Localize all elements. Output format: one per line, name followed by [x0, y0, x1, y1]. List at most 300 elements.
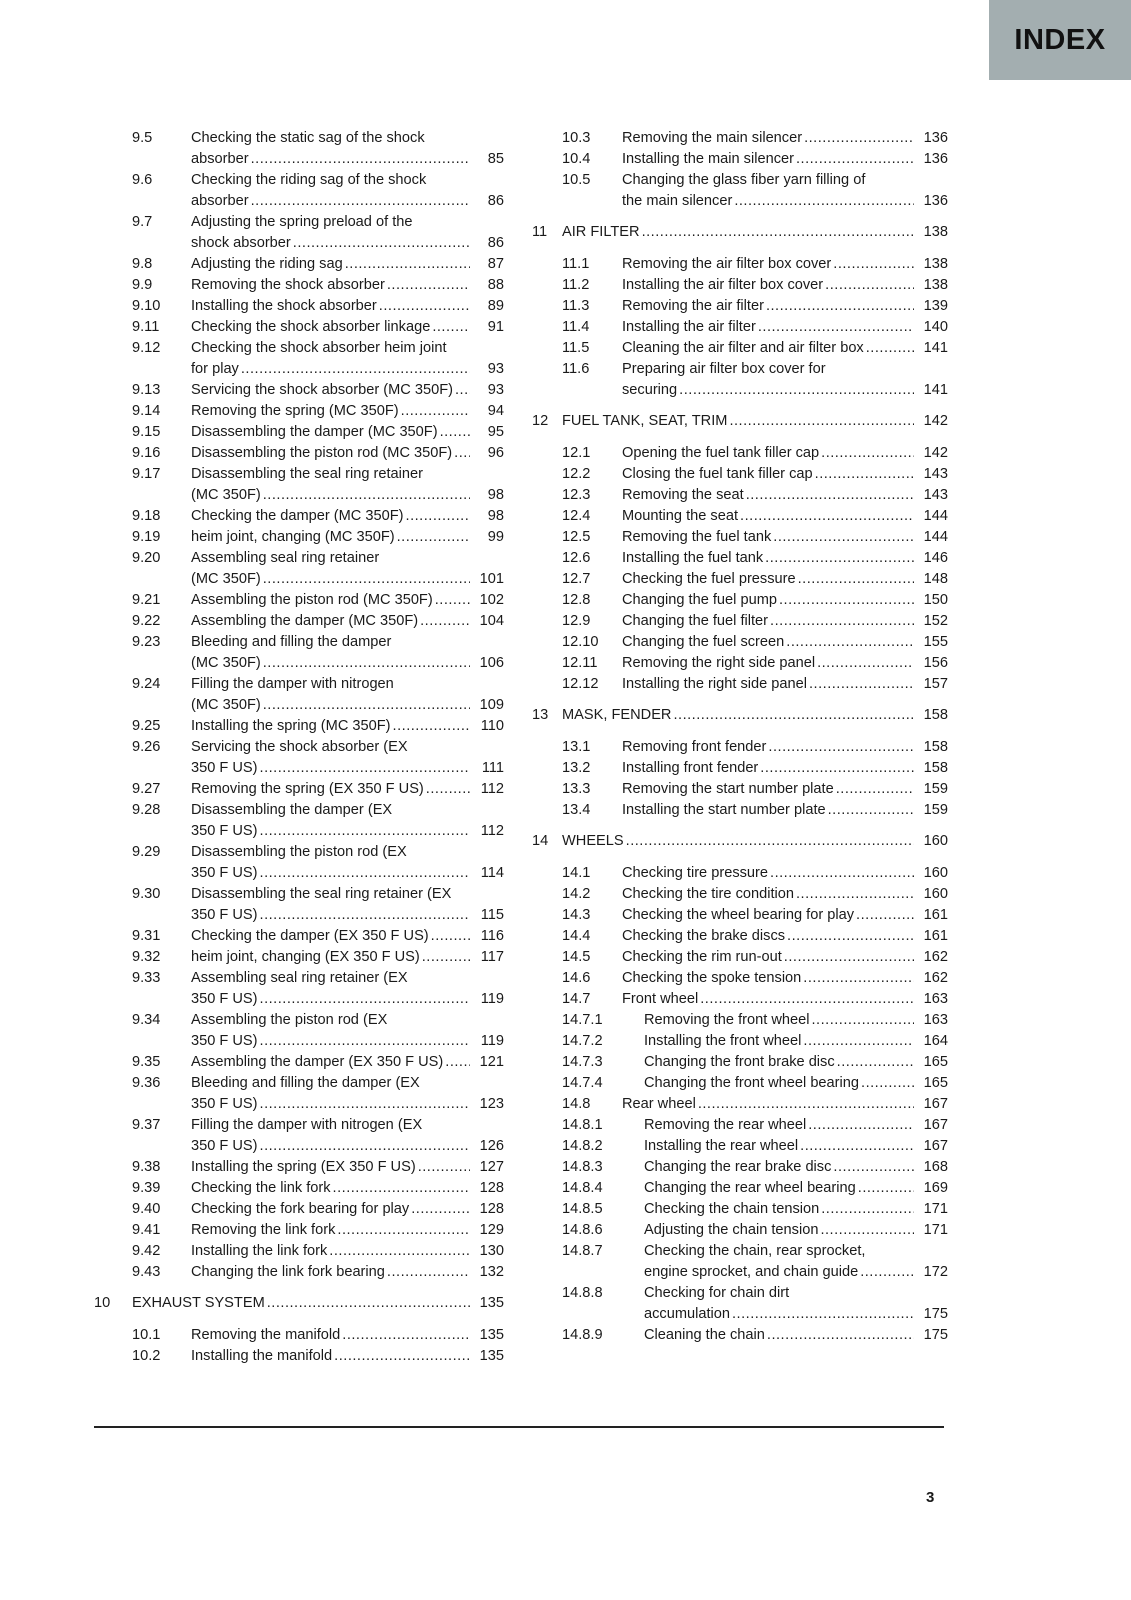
toc-entry[interactable] [532, 1199, 948, 1220]
toc-entry-page: 155 [923, 634, 948, 650]
toc-entry-title: Checking the rim run-out [622, 949, 782, 965]
toc-entry-title: Front wheel [622, 991, 699, 1007]
toc-dot-leader [768, 737, 914, 758]
toc-entry-page: 156 [923, 655, 948, 671]
toc-entry-title: Servicing the shock absorber (EX [191, 739, 408, 755]
toc-entry-page: 135 [479, 1327, 504, 1343]
toc-entry-number: 9.32 [132, 949, 161, 965]
toc-entry-number: 9.30 [132, 886, 161, 902]
toc-entry-title: Adjusting the spring preload of the [191, 214, 413, 230]
toc-entry-page: 87 [487, 256, 504, 272]
toc-entry[interactable] [532, 128, 948, 149]
toc-entry-number: 9.27 [132, 781, 161, 797]
toc-entry-page: 86 [487, 235, 504, 251]
toc-entry[interactable] [94, 1199, 504, 1220]
toc-entry-number: 10.3 [562, 130, 591, 146]
toc-entry[interactable] [532, 464, 948, 485]
toc-entry-number: 11 [532, 224, 548, 240]
toc-dot-leader [679, 380, 914, 401]
toc-entry-title: Checking the shock absorber heim joint [191, 340, 447, 356]
toc-dot-leader [260, 863, 470, 884]
toc-entry[interactable] [94, 737, 504, 779]
toc-entry-number: 14.8.2 [562, 1138, 603, 1154]
toc-entry-page: 135 [479, 1295, 504, 1311]
toc-entry-title: Assembling seal ring retainer [191, 550, 380, 566]
toc-dot-leader [333, 1178, 470, 1199]
toc-entry-page: 129 [479, 1222, 504, 1238]
toc-entry-number: 12.8 [562, 592, 591, 608]
toc-entry-page: 158 [923, 760, 948, 776]
toc-entry[interactable] [94, 338, 504, 380]
toc-entry-page: 104 [479, 613, 504, 629]
toc-right-column [532, 128, 948, 1346]
toc-entry-page: 167 [923, 1096, 948, 1112]
toc-entry[interactable] [94, 800, 504, 842]
toc-entry-page: 161 [923, 928, 948, 944]
toc-entry-title: Removing the seat [622, 487, 744, 503]
toc-entry-page: 139 [923, 298, 948, 314]
toc-entry[interactable] [532, 1010, 948, 1031]
toc-left-column [94, 128, 504, 1367]
toc-entry-title: Checking the tire condition [622, 886, 794, 902]
toc-entry[interactable] [532, 506, 948, 527]
toc-entry[interactable] [532, 569, 948, 590]
toc-dot-leader [765, 548, 914, 569]
toc-entry[interactable] [532, 527, 948, 548]
toc-dot-leader [825, 275, 914, 296]
toc-entry-title: Checking the chain tension [644, 1201, 820, 1217]
toc-entry-page: 160 [923, 833, 948, 849]
toc-entry-number: 9.17 [132, 466, 161, 482]
toc-entry[interactable] [532, 1052, 948, 1073]
toc-entry[interactable] [94, 1115, 504, 1157]
toc-entry-page: 162 [923, 949, 948, 965]
toc-entry-title: Removing the rear wheel [644, 1117, 807, 1133]
toc-entry-page: 152 [923, 613, 948, 629]
toc-chapter-entry[interactable] [532, 831, 948, 852]
toc-entry-number: 11.3 [562, 298, 590, 314]
toc-entry-title: 350 F US) [191, 865, 258, 881]
toc-chapter-entry[interactable] [532, 705, 948, 726]
toc-entry[interactable] [532, 317, 948, 338]
toc-entry-number: 9.26 [132, 739, 161, 755]
toc-entry-title: 350 F US) [191, 1033, 258, 1049]
toc-entry-number: 12.4 [562, 508, 591, 524]
toc-entry[interactable] [94, 275, 504, 296]
toc-entry-number: 10.2 [132, 1348, 161, 1364]
toc-entry[interactable] [94, 548, 504, 590]
toc-entry[interactable] [94, 527, 504, 548]
toc-entry[interactable] [532, 800, 948, 821]
toc-dot-leader [426, 779, 470, 800]
toc-entry-number: 13.3 [562, 781, 591, 797]
toc-entry[interactable] [94, 1157, 504, 1178]
toc-entry-number: 14.8.8 [562, 1285, 603, 1301]
toc-entry-page: 175 [923, 1327, 948, 1343]
toc-entry-title: securing [622, 382, 678, 398]
toc-entry-page: 96 [487, 445, 504, 461]
toc-entry-title: Installing the front wheel [644, 1033, 802, 1049]
toc-entry[interactable] [532, 359, 948, 401]
toc-entry-number: 9.28 [132, 802, 161, 818]
toc-entry-page: 89 [487, 298, 504, 314]
toc-dot-leader [260, 758, 470, 779]
toc-entry-title: Removing the fuel tank [622, 529, 772, 545]
toc-entry-number: 12.3 [562, 487, 591, 503]
toc-entry[interactable] [532, 1283, 948, 1325]
toc-entry[interactable] [94, 212, 504, 254]
toc-entry[interactable] [532, 590, 948, 611]
toc-entry[interactable] [94, 254, 504, 275]
toc-entry-page: 117 [480, 949, 504, 965]
toc-chapter-entry[interactable] [532, 411, 948, 432]
toc-dot-leader [858, 1178, 914, 1199]
toc-entry-title: Checking the riding sag of the shock [191, 172, 427, 188]
toc-entry-number: 9.29 [132, 844, 161, 860]
toc-entry-title: Changing the rear wheel bearing [644, 1180, 856, 1196]
toc-entry-title: Changing the fuel screen [622, 634, 785, 650]
toc-entry-title: Checking the damper (EX 350 F US) [191, 928, 429, 944]
toc-entry-number: 12 [532, 413, 549, 429]
toc-entry-title: Checking the brake discs [622, 928, 786, 944]
toc-dot-leader [260, 989, 470, 1010]
toc-entry-number: 9.38 [132, 1159, 161, 1175]
toc-entry[interactable] [94, 1010, 504, 1052]
toc-entry-page: 150 [923, 592, 948, 608]
toc-dot-leader [342, 1325, 470, 1346]
toc-dot-leader [431, 926, 470, 947]
toc-entry-page: 111 [481, 760, 504, 776]
toc-dot-leader [804, 128, 914, 149]
toc-entry-page: 142 [923, 445, 948, 461]
toc-dot-leader [770, 611, 914, 632]
toc-dot-leader [673, 705, 914, 726]
toc-entry[interactable] [94, 422, 504, 443]
toc-entry-title: EXHAUST SYSTEM [132, 1295, 265, 1311]
toc-entry-number: 12.11 [562, 655, 598, 671]
toc-entry[interactable] [532, 1031, 948, 1052]
toc-entry-page: 121 [479, 1054, 504, 1070]
toc-entry-page: 165 [923, 1054, 948, 1070]
toc-entry-number: 9.24 [132, 676, 161, 692]
toc-entry[interactable] [532, 905, 948, 926]
toc-dot-leader [454, 443, 470, 464]
toc-entry-title: Checking the wheel bearing for play [622, 907, 855, 923]
toc-dot-leader [435, 590, 470, 611]
toc-entry[interactable] [94, 1346, 504, 1367]
toc-dot-leader [393, 716, 470, 737]
toc-dot-leader [732, 1304, 914, 1325]
toc-entry-number: 9.42 [132, 1243, 161, 1259]
toc-entry-title: (MC 350F) [191, 697, 261, 713]
toc-dot-leader [779, 590, 914, 611]
toc-entry-number: 12.10 [562, 634, 599, 650]
toc-entry-title: for play [191, 361, 239, 377]
toc-entry[interactable] [532, 968, 948, 989]
toc-entry[interactable] [94, 590, 504, 611]
toc-entry[interactable] [532, 485, 948, 506]
toc-entry[interactable] [532, 548, 948, 569]
toc-entry[interactable] [94, 968, 504, 1010]
toc-entry[interactable] [94, 1325, 504, 1346]
toc-entry-page: 148 [923, 571, 948, 587]
toc-entry[interactable] [94, 716, 504, 737]
toc-entry-number: 12.5 [562, 529, 591, 545]
toc-entry-title: Cleaning the air filter and air filter box [622, 340, 864, 356]
toc-entry[interactable] [94, 1073, 504, 1115]
toc-entry-title: Servicing the shock absorber (MC 350F) [191, 382, 453, 398]
toc-entry-number: 14.8.5 [562, 1201, 603, 1217]
toc-dot-leader [397, 527, 470, 548]
toc-entry-number: 14.3 [562, 907, 591, 923]
toc-entry-number: 9.20 [132, 550, 161, 566]
toc-entry-number: 14.8.6 [562, 1222, 603, 1238]
toc-entry-page: 112 [480, 781, 504, 797]
toc-entry[interactable] [532, 989, 948, 1010]
toc-entry-number: 9.12 [132, 340, 161, 356]
toc-entry-number: 9.43 [132, 1264, 161, 1280]
toc-entry-page: 94 [487, 403, 504, 419]
toc-entry-page: 171 [923, 1201, 948, 1217]
toc-entry-title: Removing the spring (MC 350F) [191, 403, 399, 419]
toc-entry[interactable] [532, 947, 948, 968]
toc-entry-page: 162 [923, 970, 948, 986]
toc-entry[interactable] [532, 758, 948, 779]
toc-entry-number: 11.6 [562, 361, 590, 377]
toc-entry[interactable] [532, 884, 948, 905]
toc-entry-page: 172 [923, 1264, 948, 1280]
toc-entry-title: Checking the shock absorber linkage [191, 319, 431, 335]
toc-entry-number: 12.6 [562, 550, 591, 566]
toc-entry-title: Checking the fork bearing for play [191, 1201, 410, 1217]
toc-entry-number: 14.8.7 [562, 1243, 603, 1259]
toc-entry-title: Assembling the piston rod (MC 350F) [191, 592, 433, 608]
toc-entry[interactable] [532, 1136, 948, 1157]
toc-entry-title: (MC 350F) [191, 487, 261, 503]
toc-entry-title: Removing the start number plate [622, 781, 834, 797]
toc-entry[interactable] [94, 926, 504, 947]
toc-dot-leader [803, 968, 914, 989]
toc-entry[interactable] [532, 149, 948, 170]
toc-entry[interactable] [94, 464, 504, 506]
toc-entry[interactable] [532, 275, 948, 296]
toc-entry[interactable] [532, 632, 948, 653]
toc-dot-leader [455, 380, 470, 401]
toc-entry-page: 110 [480, 718, 504, 734]
toc-entry[interactable] [532, 674, 948, 695]
toc-dot-leader [866, 338, 914, 359]
toc-entry-page: 101 [479, 571, 504, 587]
toc-entry[interactable] [532, 296, 948, 317]
toc-dot-leader [329, 1241, 470, 1262]
toc-entry-number: 12.2 [562, 466, 591, 482]
toc-dot-leader [260, 1136, 470, 1157]
toc-entry[interactable] [94, 674, 504, 716]
toc-entry[interactable] [94, 128, 504, 170]
toc-entry-number: 9.14 [132, 403, 161, 419]
toc-entry-page: 119 [480, 991, 504, 1007]
toc-entry[interactable] [94, 842, 504, 884]
toc-entry-title: Removing the manifold [191, 1327, 341, 1343]
toc-entry[interactable] [532, 779, 948, 800]
toc-entry-page: 136 [923, 151, 948, 167]
toc-entry-title: Preparing air filter box cover for [622, 361, 826, 377]
toc-entry-page: 93 [487, 361, 504, 377]
toc-entry-number: 9.34 [132, 1012, 161, 1028]
toc-entry[interactable] [532, 863, 948, 884]
toc-entry-page: 98 [487, 487, 504, 503]
toc-entry-number: 9.40 [132, 1201, 161, 1217]
toc-dot-leader [345, 254, 470, 275]
toc-entry-page: 106 [479, 655, 504, 671]
toc-entry-title: Assembling the damper (MC 350F) [191, 613, 419, 629]
toc-entry-page: 159 [923, 802, 948, 818]
toc-entry-page: 144 [923, 508, 948, 524]
toc-entry-page: 98 [487, 508, 504, 524]
toc-entry-page: 132 [479, 1264, 504, 1280]
toc-dot-leader [387, 1262, 470, 1283]
toc-entry[interactable] [532, 737, 948, 758]
toc-entry-title: Checking for chain dirt [644, 1285, 790, 1301]
toc-dot-leader [401, 401, 470, 422]
toc-entry[interactable] [532, 443, 948, 464]
toc-dot-leader [811, 1010, 914, 1031]
toc-entry-number: 9.35 [132, 1054, 161, 1070]
toc-entry-page: 119 [480, 1033, 504, 1049]
toc-entry-title: heim joint, changing (EX 350 F US) [191, 949, 420, 965]
toc-dot-leader [784, 947, 914, 968]
toc-entry-title: 350 F US) [191, 991, 258, 1007]
toc-dot-leader [833, 254, 914, 275]
toc-entry-title: Changing the link fork bearing [191, 1264, 385, 1280]
toc-entry[interactable] [94, 296, 504, 317]
toc-dot-leader [786, 632, 914, 653]
toc-entry-title: 350 F US) [191, 823, 258, 839]
toc-entry[interactable] [532, 1220, 948, 1241]
toc-entry-page: 164 [923, 1033, 948, 1049]
toc-dot-leader [263, 569, 470, 590]
toc-entry-title: MASK, FENDER [562, 707, 672, 723]
toc-entry-page: 160 [923, 886, 948, 902]
toc-entry[interactable] [532, 254, 948, 275]
toc-entry-number: 9.37 [132, 1117, 161, 1133]
toc-chapter-entry[interactable] [532, 222, 948, 243]
toc-entry-title: Removing the air filter box cover [622, 256, 832, 272]
toc-dot-leader [837, 1052, 914, 1073]
toc-entry-title: WHEELS [562, 833, 624, 849]
toc-dot-leader [260, 905, 470, 926]
toc-entry[interactable] [94, 380, 504, 401]
toc-entry-title: Disassembling the seal ring retainer [191, 466, 423, 482]
toc-entry[interactable] [94, 1178, 504, 1199]
toc-entry-number: 12.7 [562, 571, 591, 587]
toc-entry-title: Removing the spring (EX 350 F US) [191, 781, 424, 797]
toc-entry[interactable] [532, 611, 948, 632]
toc-dot-leader [800, 1136, 914, 1157]
toc-entry-number: 11.2 [562, 277, 590, 293]
toc-dot-leader [626, 831, 914, 852]
toc-chapter-entry[interactable] [94, 1293, 504, 1314]
toc-entry[interactable] [94, 443, 504, 464]
toc-entry[interactable] [532, 653, 948, 674]
toc-dot-leader [263, 485, 470, 506]
toc-entry[interactable] [532, 1325, 948, 1346]
toc-entry-page: 143 [923, 466, 948, 482]
toc-entry[interactable] [532, 926, 948, 947]
toc-dot-leader [856, 905, 914, 926]
toc-dot-leader [334, 1346, 470, 1367]
toc-entry-number: 12.1 [562, 445, 591, 461]
toc-dot-leader [817, 653, 914, 674]
toc-entry-page: 127 [479, 1159, 504, 1175]
toc-entry[interactable] [94, 947, 504, 968]
toc-entry-number: 11.4 [562, 319, 590, 335]
toc-dot-leader [251, 149, 470, 170]
toc-entry[interactable] [532, 1157, 948, 1178]
toc-entry[interactable] [94, 170, 504, 212]
toc-entry-title: Installing the manifold [191, 1348, 333, 1364]
toc-dot-leader [836, 779, 914, 800]
toc-entry-page: 163 [923, 991, 948, 1007]
toc-entry[interactable] [94, 317, 504, 338]
toc-dot-leader [820, 1220, 914, 1241]
toc-entry-page: 167 [923, 1138, 948, 1154]
toc-entry-title: Installing the start number plate [622, 802, 826, 818]
toc-entry[interactable] [94, 632, 504, 674]
toc-entry-title: the main silencer [622, 193, 733, 209]
toc-entry[interactable] [94, 779, 504, 800]
toc-entry[interactable] [532, 1094, 948, 1115]
toc-entry-page: 93 [487, 382, 504, 398]
toc-entry-page: 102 [479, 592, 504, 608]
toc-entry[interactable] [94, 1241, 504, 1262]
toc-dot-leader [796, 149, 914, 170]
toc-entry-title: Bleeding and filling the damper [191, 634, 392, 650]
toc-entry-title: Installing the link fork [191, 1243, 328, 1259]
toc-entry-number: 9.19 [132, 529, 161, 545]
toc-entry[interactable] [532, 170, 948, 212]
toc-entry-title: Changing the fuel pump [622, 592, 777, 608]
toc-entry[interactable] [532, 1115, 948, 1136]
toc-entry[interactable] [532, 1073, 948, 1094]
toc-entry[interactable] [532, 338, 948, 359]
toc-entry-title: Removing the front wheel [644, 1012, 810, 1028]
toc-entry-page: 140 [923, 319, 948, 335]
toc-entry-title: Installing the air filter [622, 319, 756, 335]
toc-entry[interactable] [94, 1262, 504, 1283]
toc-entry[interactable] [532, 1178, 948, 1199]
toc-entry[interactable] [94, 401, 504, 422]
toc-entry-number: 9.39 [132, 1180, 161, 1196]
toc-entry[interactable] [94, 1052, 504, 1073]
toc-entry[interactable] [94, 611, 504, 632]
toc-entry[interactable] [94, 1220, 504, 1241]
toc-entry-number: 10 [94, 1295, 111, 1311]
toc-dot-leader [411, 1199, 470, 1220]
toc-entry-page: 136 [923, 193, 948, 209]
toc-dot-leader [406, 506, 470, 527]
toc-entry-page: 169 [923, 1180, 948, 1196]
toc-entry[interactable] [94, 506, 504, 527]
toc-entry-number: 14.8 [562, 1096, 591, 1112]
toc-entry-number: 9.33 [132, 970, 161, 986]
toc-entry-number: 11.1 [562, 256, 590, 272]
toc-entry[interactable] [532, 1241, 948, 1283]
toc-entry-page: 123 [479, 1096, 504, 1112]
toc-entry-page: 99 [487, 529, 504, 545]
toc-entry[interactable] [94, 884, 504, 926]
toc-entry-number: 13 [532, 707, 549, 723]
